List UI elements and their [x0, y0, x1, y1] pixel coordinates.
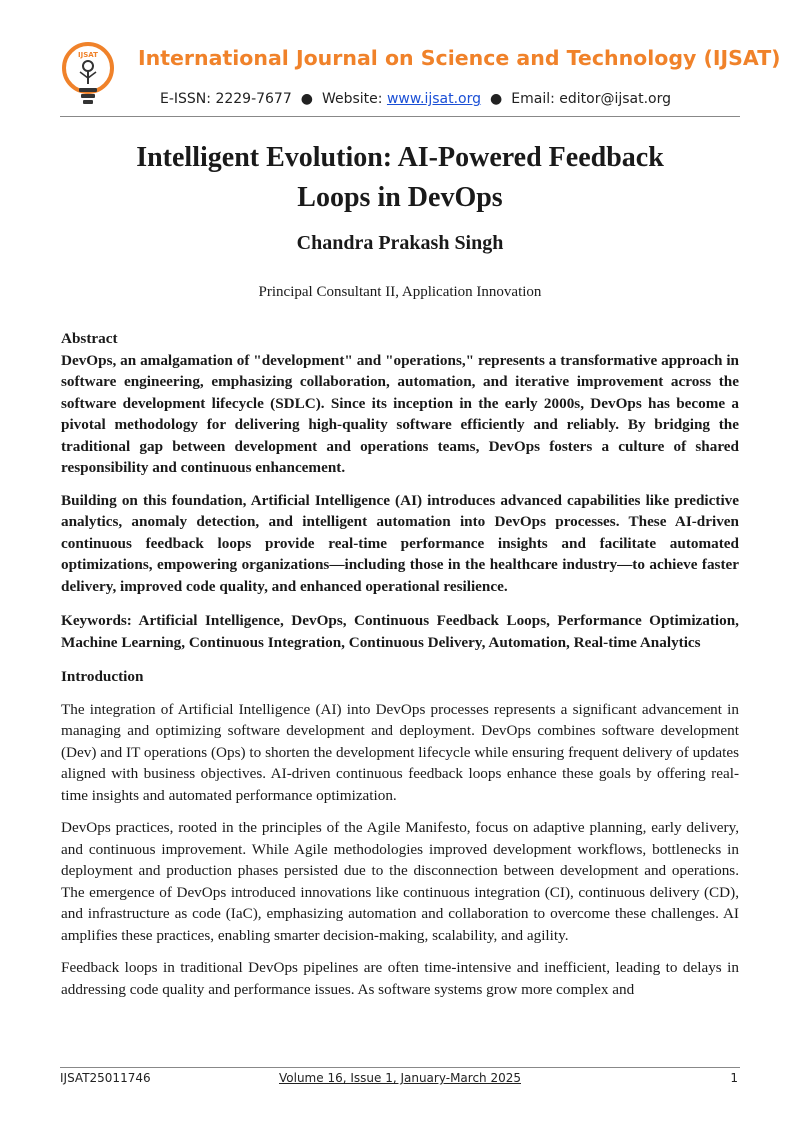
issn: E-ISSN: 2229-7677 — [160, 91, 292, 107]
logo-text: IJSAT — [78, 51, 98, 59]
keywords-label: Keywords: — [61, 612, 132, 629]
introduction-paragraph: Feedback loops in traditional DevOps pipelines are often time-intensive and inefficient, leading to delays in addressing code quality and performance issues. As software systems grow more complex and — [61, 959, 739, 998]
introduction-heading: Introduction — [61, 668, 144, 685]
journal-header — [0, 0, 800, 118]
journal-title: International Journal on Science and Technology (IJSAT) — [138, 46, 781, 70]
author-affiliation: Principal Consultant II, Application Innovation — [258, 284, 542, 300]
ijsat-logo — [60, 42, 116, 110]
website-link[interactable]: www.ijsat.org — [386, 91, 482, 107]
paper-id: IJSAT25011746 — [60, 1071, 151, 1085]
paper-body — [61, 328, 739, 1000]
volume-info: Volume 16, Issue 1, January-March 2025 — [279, 1071, 521, 1085]
abstract-paragraph: DevOps, an amalgamation of "development" and "operations," represents a transformative approach in software engineering, emphasizing collaboration, automation, and iterative improvement across the software development lifecycle (SDLC). Since its inception in the early 2000s, DevOps has become a pivotal methodology for delivering high-quality software efficiently and reliably. By bridging the traditional gap between development and operations teams, DevOps fosters a culture of shared responsibility and continuous enhancement. — [61, 351, 739, 476]
title-line-2: Loops in DevOps — [297, 182, 503, 213]
separator-dot: ● — [300, 91, 313, 107]
keywords-text: Artificial Intelligence, DevOps, Continuous Feedback Loops, Performance Optimization, Machine Learning, Continuous Integration, Continuous Delivery, Automation, Real-time Analytics — [61, 612, 739, 651]
keywords — [61, 610, 739, 653]
separator-dot: ● — [490, 91, 503, 107]
header-divider — [60, 116, 740, 117]
email: Email: editor@ijsat.org — [511, 91, 672, 107]
page-number: 1 — [730, 1071, 738, 1085]
page-footer — [60, 1071, 740, 1089]
abstract-heading: Abstract — [61, 330, 118, 347]
introduction-paragraph: DevOps practices, rooted in the principles of the Agile Manifesto, focus on adaptive planning, early delivery, and continuous improvement. While Agile methodologies improved development workflows, bottlenecks in deployment and production phases persisted due to the disconnection between development and operations. The emergence of DevOps introduced innovations like continuous integration (CI), continuous delivery (CD), and infrastructure as code (IaC), emphasizing automation and collaboration to overcome these challenges. AI amplifies these practices, enabling smarter decision-making, scalability, and agility. — [61, 819, 739, 944]
footer-divider — [60, 1067, 740, 1068]
abstract-paragraph: Building on this foundation, Artificial Intelligence (AI) introduces advanced capabilities like predictive analytics, anomaly detection, and intelligent automation into DevOps processes. These AI-driven continuous feedback loops provide real-time performance insights and facilitate automated optimizations, empowering organizations—including those in the healthcare industry—to achieve faster delivery, improved code quality, and enhanced operational resilience. — [61, 491, 739, 595]
author-name: Chandra Prakash Singh — [296, 232, 504, 254]
journal-info-line — [160, 91, 671, 107]
title-line-1: Intelligent Evolution: AI-Powered Feedback — [136, 142, 664, 173]
introduction-paragraph: The integration of Artificial Intelligence (AI) into DevOps processes represents a significant advancement in managing and optimizing software development and deployment. DevOps combines software development (Dev) and IT operations (Ops) to shorten the development lifecycle while ensuring frequent delivery of updates aligned with business objectives. AI-driven continuous feedback loops enhance these goals by offering real-time insights and automated performance optimization. — [61, 700, 739, 804]
paper-title — [60, 138, 740, 218]
website-label: Website: — [321, 91, 383, 107]
